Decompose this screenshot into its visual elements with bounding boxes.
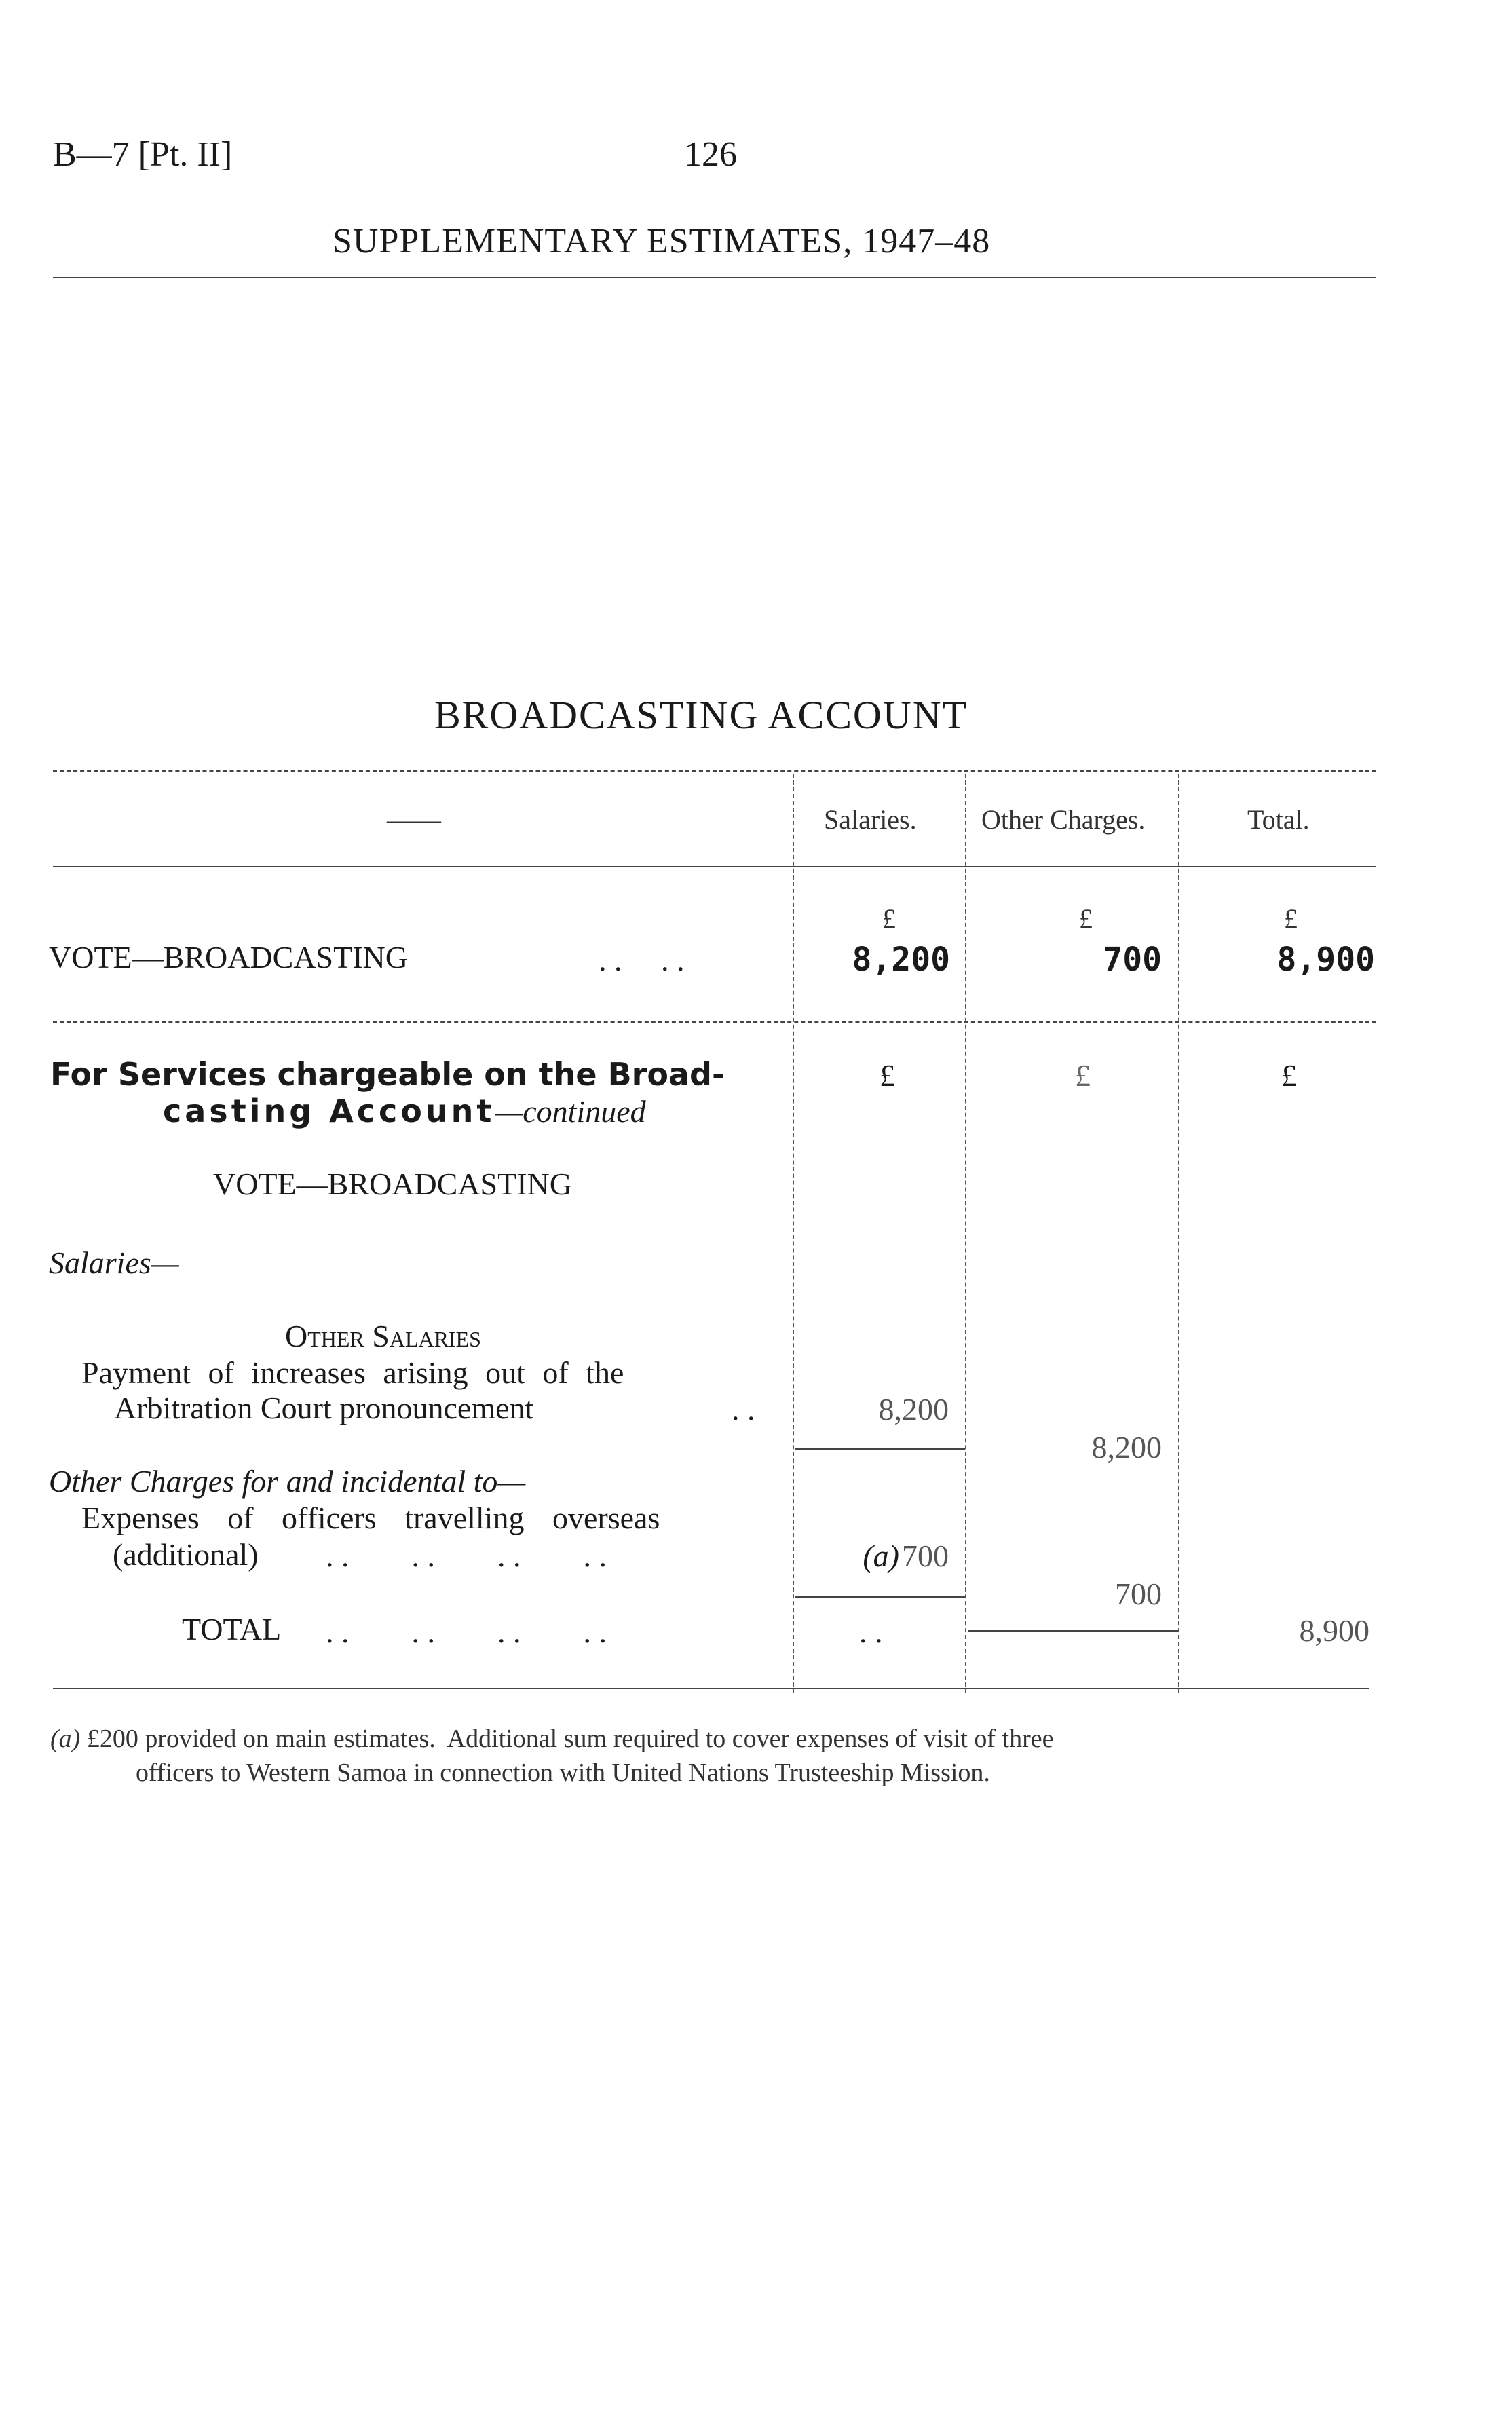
summary-other-charges: 700 [1103, 941, 1162, 979]
col-header-other-charges: Other Charges. [981, 804, 1146, 835]
section-heading-line2 [163, 1093, 646, 1129]
table-bottom-rule [53, 1688, 1369, 1689]
col-divider-1 [793, 774, 794, 1693]
col-header-salaries: Salaries. [824, 804, 917, 835]
grand-total: 8,900 [1299, 1613, 1369, 1648]
page-title: BROADCASTING ACCOUNT [434, 693, 968, 737]
other-charges-subtotal: 700 [1115, 1577, 1162, 1611]
col-header-label: —— [387, 804, 441, 835]
expenses-line2: (additional) [113, 1537, 259, 1572]
total-rule [968, 1630, 1178, 1632]
col-divider-3 [1178, 774, 1179, 1693]
col-header-total: Total. [1247, 804, 1310, 835]
payment-salaries-amount: 8,200 [878, 1392, 949, 1427]
payment-leader: . . [732, 1392, 755, 1427]
expenses-footnote-ref: (a) [863, 1539, 899, 1573]
salaries-subtotal-rule [795, 1448, 965, 1450]
expenses-amount: 700 [902, 1539, 949, 1573]
page-number: 126 [684, 135, 737, 174]
header-rule [53, 277, 1376, 278]
section-heading-continued: —continued [495, 1094, 646, 1129]
other-charges-subtotal-rule [795, 1596, 965, 1598]
section-heading-spaced: casting Account [163, 1093, 495, 1129]
footnote-line2: officers to Western Samoa in connection with United Nations Trusteeship Mission. [136, 1758, 990, 1787]
other-salaries-heading: Other Salaries [285, 1319, 481, 1353]
summary-total: 8,900 [1277, 941, 1375, 979]
summary-row-leaders: . . . . [599, 943, 685, 977]
expenses-salaries-cell [801, 1538, 949, 1574]
expenses-leaders: . . . . . . . . [326, 1539, 607, 1573]
col-divider-2 [965, 774, 966, 1693]
footnote-line1 [50, 1724, 1054, 1754]
total-leaders: . . . . . . . . [326, 1615, 607, 1649]
summary-currency-other: £ [1079, 903, 1093, 934]
salaries-heading: Salaries— [49, 1245, 179, 1280]
vote-title: VOTE—BROADCASTING [213, 1167, 572, 1201]
section-currency-total: £ [1281, 1058, 1297, 1093]
summary-salaries: 8,200 [852, 941, 950, 979]
summary-row-label: VOTE—BROADCASTING [49, 940, 408, 975]
footnote-text-1: £200 provided on main estimates. Additional sum required to cover expenses of visit of three [86, 1725, 1054, 1753]
expenses-line1: Expenses of officers travelling overseas [81, 1501, 660, 1535]
footnote-marker: (a) [50, 1725, 81, 1753]
summary-currency-total: £ [1284, 903, 1298, 934]
section-heading-line1: For Services chargeable on the Broad- [50, 1056, 725, 1093]
payment-line1: Payment of increases arising out of the [81, 1355, 624, 1390]
section-currency-other: £ [1075, 1058, 1091, 1093]
payment-line2: Arbitration Court pronouncement [114, 1391, 534, 1425]
salaries-subtotal: 8,200 [1091, 1430, 1162, 1465]
total-label: TOTAL [182, 1612, 282, 1646]
document-ref: B—7 [Pt. II] [53, 135, 233, 174]
page-subtitle: SUPPLEMENTARY ESTIMATES, 1947–48 [333, 222, 991, 261]
summary-currency-salaries: £ [882, 903, 896, 934]
section-currency-salaries: £ [880, 1058, 895, 1093]
total-salaries-leader: . . [859, 1615, 883, 1649]
table-top-rule [53, 770, 1376, 772]
other-charges-heading: Other Charges for and incidental to— [49, 1464, 526, 1499]
